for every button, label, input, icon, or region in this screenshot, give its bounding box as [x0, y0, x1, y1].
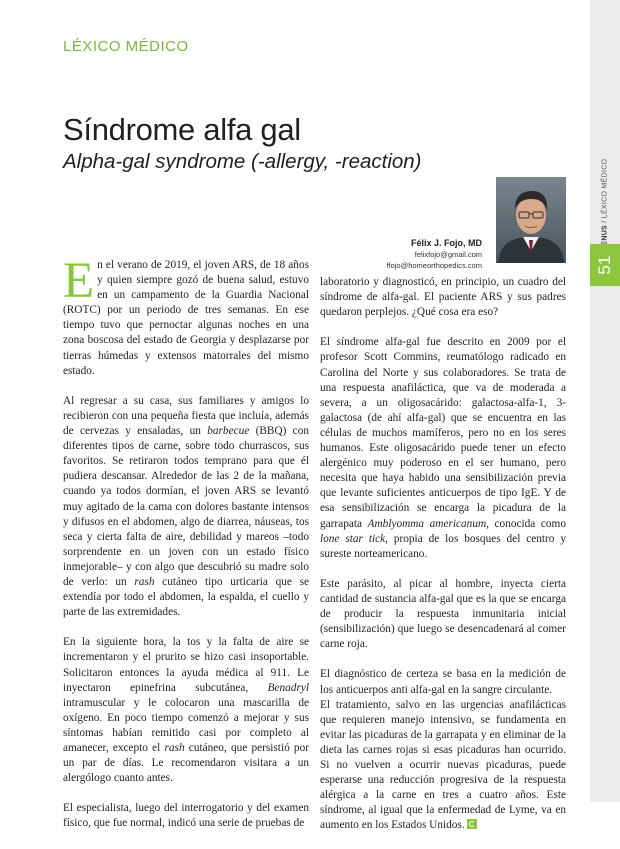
sidebar-strip	[590, 0, 620, 802]
article-title: Síndrome alfa gal	[63, 112, 301, 147]
page-number-box	[590, 244, 620, 286]
paragraph-3	[63, 635, 309, 786]
author-photo	[496, 177, 566, 263]
paragraph-5	[320, 335, 566, 561]
paragraph-6: Este parásito, al picar al hombre, inyecta cierta cantidad de sustancia alfa-gal que es la que se encarga de producir la respuesta inmunitaria inicial (sensibilización) que luego se desencadenará al comer carne roja.	[320, 577, 566, 651]
paragraph-5-text-a: El síndrome alfa-gal fue descrito en 2009 por el profesor Scott Commins, reumatólogo radicado en Carolina del Norte y sus colaboradores. Se trata de una respuesta anafiláctica, que va de moderada a severa, a un oligosacárido: galactosa-alfa-1, 3-galactosa (de ahí alfa-gal) que se encuentra en las células de muchos mamíferos, pero no en los seres humanos. Este oligosacárido puede tener un efecto alergénico muy poderoso en el ser humano, pero necesita que haya habido una sensibilización previa que levante suficientes anticuerpos de tipo IgE. Y de esa sensibilización se encarga la picadura de la garrapata	[320, 336, 566, 530]
author-email-1: felixfojo@gmail.com	[414, 250, 482, 259]
paragraph-5-text-c: conocida como	[488, 517, 566, 530]
paragraph-2-text-a: Al regresar a su casa, sus familiares y amigos lo recibieron con una pequeña fiesta que incluía, además de cervezas y ensaladas, un	[63, 394, 309, 438]
article-subtitle: Alpha-gal syndrome (-allergy, -reaction)	[63, 150, 422, 173]
paragraph-3-text-e: cutáneo, que persistió por un par de días. Le recomendaron visitara a un alergólogo cuanto antes.	[63, 742, 309, 785]
author-block	[300, 237, 482, 271]
paragraph-2-text-e: cutáneo tipo urticaria que se extendía por todo el abdomen, la espalda, el cuello y parte de las extremidades.	[63, 575, 309, 619]
paragraph-2-text-c: (BBQ) con diferentes tipos de carne, sobre todo churrascos, sus favoritos. Se retiraron todos temprano para que él pudiera descansar. Alrededor de las 2 de la mañana, cuando ya todos dormían, el joven ARS se levantó muy agitado de la cama con dolores bastante intensos y difusos en el abdomen, algo de diarrea, náuseas, tos seca y cierta falta de aire, debilidad y mareos –todo sorprendente en un joven con un estado físico inmejorable– y con algo que descubrió su madre solo de verlo: un	[63, 425, 309, 588]
paragraph-3-text-a: En la siguiente hora, la tos y la falta de aire se incrementaron y el prurito se hizo casi insoportable. Solicitaron entonces la ayuda médica al 911. Le inyectaron epinefrina subcutánea,	[63, 636, 309, 694]
paragraph-5-text-e: propia de los bosques del centro y sureste norteamericano.	[320, 532, 566, 560]
paragraph-3-text-c: intramuscular y le colocaron una mascarilla de oxígeno. En poco tiempo comenzó a mejorar y sus síntomas habían remitido casi por completo al amanecer, excepto el	[63, 696, 309, 754]
drop-cap: E	[63, 253, 95, 309]
running-header-separator: /	[601, 220, 609, 223]
paragraph-2-italic-d: rash	[134, 575, 155, 588]
paragraph-8	[320, 698, 566, 834]
author-name: Félix J. Fojo, MD	[410, 238, 482, 248]
paragraph-2	[63, 394, 309, 620]
author-email-2: ffojo@homeorthopedics.com	[386, 260, 482, 270]
paragraph-8-text: El tratamiento, salvo en las urgencias anafilácticas que requieren manejo intensivo, se fundamenta en evitar las picaduras de la garrapata y en eliminar de la dieta las carnes rojas si esas picaduras han ocurrido. Si no vuelven a ocurrir nuevas picaduras, puede esperarse una reducción progresiva de la respuesta alérgica a la carne en tres a cuatro años. Este síndrome, al igual que la enfermedad de Lyme, va en aumento en los Estados Unidos.	[320, 698, 566, 832]
paragraph-4-end: laboratorio y diagnosticó, en principio, un cuadro del síndrome de alfa-gal. El paciente ARS y sus padres quedaron perplejos. ¿Qué cosa era eso?	[320, 276, 566, 319]
running-header-section: LÉXICO MÉDICO	[601, 158, 609, 219]
page-number: 51	[595, 255, 614, 275]
section-label: LÉXICO MÉDICO	[63, 38, 189, 55]
paragraph-1	[63, 253, 309, 379]
paragraph-3-italic-b: Benadryl	[267, 681, 309, 694]
author-portrait-icon	[496, 177, 566, 263]
paragraph-7: El diagnóstico de certeza se basa en la medición de los anticuerpos anti alfa-gal en la sangre circulante.	[320, 668, 566, 696]
paragraph-3-italic-d: rash	[164, 742, 185, 754]
article-column-right	[320, 275, 566, 849]
galenus-end-mark-icon	[467, 819, 477, 829]
article-column-left	[63, 253, 309, 832]
paragraph-2-italic-b: barbecue	[207, 425, 250, 438]
paragraph-5-italic-d: lone star tick,	[320, 532, 388, 545]
paragraph-1-text: n el verano de 2019, el joven ARS, de 18 años y quien siempre gozó de buena salud, estuvo en un campamento de la Guardia Nacional (ROTC) por un periodo de tres semanas. En ese tiempo tuvo que pernoctar algunas noches en una zona boscosa del estado de Georgia y desplazarse por tierras húmedas y extensos matorrales del mismo estado.	[63, 259, 309, 377]
paragraph-4-start: El especialista, luego del interrogatorio y del examen físico, que fue normal, indicó una serie de pruebas de	[63, 802, 309, 830]
paragraph-5-italic-b: Amblyomma americanum,	[367, 517, 489, 530]
